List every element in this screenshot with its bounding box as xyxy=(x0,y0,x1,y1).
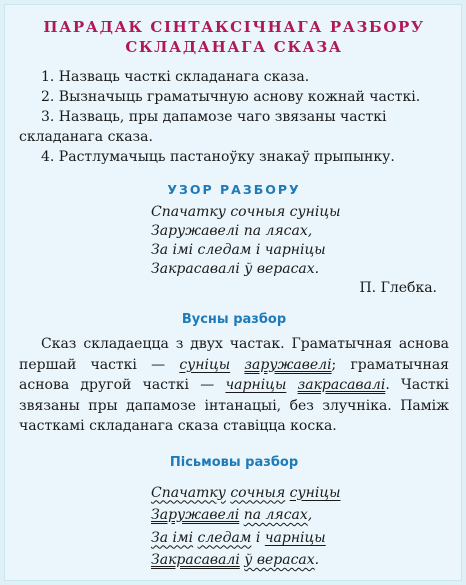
attribute-word: сочныя xyxy=(230,484,286,501)
subject-word: чарніцы xyxy=(225,377,287,393)
space xyxy=(230,357,244,373)
space xyxy=(286,377,297,393)
step-item: 2. Вызначыць граматычную аснову кожнай часткі. xyxy=(41,89,421,105)
text-segment: Сказ складаецца з двух частак. Граматычная аснова першай часткі — xyxy=(19,336,449,373)
steps-list xyxy=(19,67,449,167)
poem-line: Закрасавалі ў верасах. xyxy=(151,261,320,277)
poem-author: П. Глебка. xyxy=(359,280,437,296)
poem-line: Заружавелі па лясах, xyxy=(151,223,313,239)
analysis-line xyxy=(151,527,449,550)
punctuation: . xyxy=(314,552,320,568)
conjunction: і xyxy=(251,529,265,546)
adverbial-word: ў верасах xyxy=(244,552,315,568)
predicate-word: заружавелі xyxy=(244,356,332,373)
step-item: 3. Назваць, пры дапамозе чаго звязаны часткі складанага сказа. xyxy=(19,109,387,145)
step-item: 1. Назваць часткі складанага сказа. xyxy=(41,69,310,85)
subject-word: суніцы xyxy=(179,356,231,373)
step-item: 4. Растлумачыць пастаноўку знакаў прыпынку. xyxy=(41,149,395,165)
punctuation: , xyxy=(307,507,313,523)
analysis-line xyxy=(151,482,449,505)
example-heading: УЗОР РАЗБОРУ xyxy=(167,182,301,197)
adverbial-word: па лясах xyxy=(243,507,308,523)
subject-word: чарніцы xyxy=(264,529,326,546)
oral-analysis-text xyxy=(19,334,449,437)
text-segment: ; граматычная аснова другой часткі — xyxy=(19,356,450,393)
oral-analysis-heading: Вусны разбор xyxy=(181,312,287,327)
predicate-word: закрасавалі xyxy=(297,377,386,393)
title-line-2: СКЛАДАНАГА СКАЗА xyxy=(125,38,343,56)
poem xyxy=(151,203,449,279)
title-line-1: ПАРАДАК СІНТАКСІЧНАГА РАЗБОРУ xyxy=(43,18,425,36)
written-analysis-heading: Пісьмовы разбор xyxy=(169,454,299,470)
subject-word: суніцы xyxy=(289,484,341,501)
page-title xyxy=(19,17,449,57)
predicate-word: Заружавелі xyxy=(151,507,240,523)
written-analysis xyxy=(151,482,449,572)
adverbial-word: Спачатку xyxy=(151,484,226,501)
poem-line: За імі следам і чарніцы xyxy=(151,242,326,258)
poem-line: Спачатку сочныя суніцы xyxy=(151,204,341,220)
content-card xyxy=(4,4,462,581)
adverbial-word: За імі xyxy=(151,529,194,546)
predicate-word: Закрасавалі xyxy=(151,552,240,568)
text-segment: . Часткі звязаны пры дапамозе інтанацыі, без злучніка. Паміж часткамі складанага сказа ставіцца коска. xyxy=(19,377,449,434)
adverbial-word: следам xyxy=(197,529,252,546)
analysis-line xyxy=(151,549,449,572)
analysis-line xyxy=(151,504,449,527)
